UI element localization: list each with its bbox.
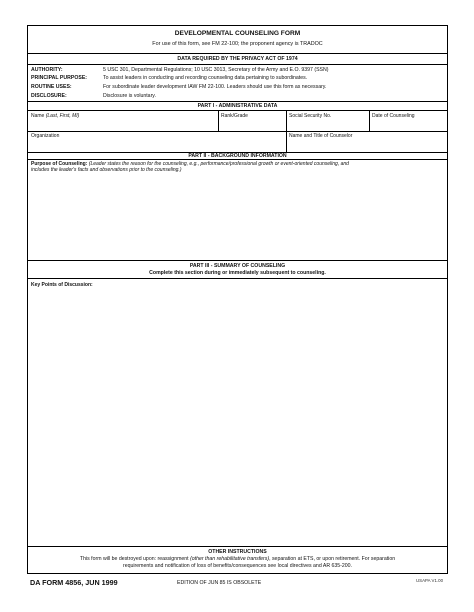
privacy-act-heading: DATA REQUIRED BY THE PRIVACY ACT OF 1974 [177, 56, 298, 62]
counselor-name-title-label[interactable]: Name and Title of Counselor [289, 133, 353, 139]
purpose-hint-line2: includes the leader's facts and observations prior to the counseling.) [31, 167, 182, 174]
instructions-text: This form will be destroyed upon: reassignment [79, 556, 191, 562]
disclosure-label: DISCLOSURE: [31, 93, 67, 99]
purpose-label: Purpose of Counseling: [31, 161, 88, 167]
form-number: DA FORM 4856, JUN 1999 [30, 578, 118, 587]
other-instructions-line1 [28, 556, 447, 562]
divider [369, 110, 370, 131]
other-instructions-line2: requirements and notification of loss of benefits/consequences see local directives and AR 635-200. [123, 563, 352, 569]
instructions-text: , separation at ETS, or upon retirement. For separation [269, 556, 396, 562]
instructions-italic-text: (other than rehabilitative transfers) [190, 556, 270, 562]
routine-uses-value: For subordinate leader development IAW FM 22-100. Leaders should use this form as necessary. [103, 84, 327, 90]
purpose-of-counseling-field[interactable] [31, 161, 441, 174]
part2-heading: PART II - BACKGROUND INFORMATION [188, 153, 287, 159]
divider [286, 131, 287, 152]
authority-value: 5 USC 301, Departmental Regulations; 10 USC 3013, Secretary of the Army and E.O. 9397 (SSN) [103, 67, 329, 73]
version-label: USAPA V1.00 [416, 578, 444, 583]
ssn-label[interactable]: Social Security No. [289, 113, 332, 119]
principal-purpose-label: PRINCIPAL PURPOSE: [31, 75, 88, 81]
name-label: Name [31, 113, 45, 119]
form-title: DEVELOPMENTAL COUNSELING FORM [174, 30, 301, 37]
key-points-of-discussion-field[interactable] [31, 282, 441, 288]
divider [286, 110, 287, 131]
part3-subheading: Complete this section during or immediately subsequent to counseling. [149, 270, 326, 276]
divider [28, 546, 447, 547]
date-of-counseling-label[interactable]: Date of Counseling [372, 113, 415, 119]
part1-heading: PART I - ADMINISTRATIVE DATA [197, 103, 278, 109]
divider [28, 53, 447, 54]
disclosure-value: Disclosure is voluntary. [103, 93, 156, 99]
edition-note: EDITION OF JUN 85 IS OBSOLETE [177, 580, 262, 586]
divider [218, 110, 219, 131]
divider [28, 101, 447, 102]
divider [28, 110, 447, 111]
divider [28, 64, 447, 65]
counseling-form [27, 25, 448, 574]
name-cell-label[interactable] [31, 113, 79, 119]
divider [28, 159, 447, 160]
divider [28, 260, 447, 261]
rank-grade-label[interactable]: Rank/Grade [221, 113, 248, 119]
principal-purpose-value: To assist leaders in conducting and recording counseling data pertaining to subordinates. [103, 75, 308, 81]
form-subtitle: For use of this form, see FM 22-100; the proponent agency is TRADOC [152, 41, 323, 47]
divider [28, 131, 447, 132]
organization-label[interactable]: Organization [31, 133, 60, 139]
authority-label: AUTHORITY: [31, 67, 63, 73]
other-instructions-heading: OTHER INSTRUCTIONS [208, 549, 267, 555]
purpose-hint-line1: (Leader states the reason for the counseling, e.g., performance/professional growth or event-oriented counseling, and [88, 161, 349, 167]
key-points-label: Key Points of Discussion: [31, 282, 93, 288]
routine-uses-label: ROUTINE USES: [31, 84, 72, 90]
name-hint: (Last, First, MI) [45, 113, 80, 119]
part3-heading: PART III - SUMMARY OF COUNSELING [189, 263, 286, 269]
divider [28, 278, 447, 279]
